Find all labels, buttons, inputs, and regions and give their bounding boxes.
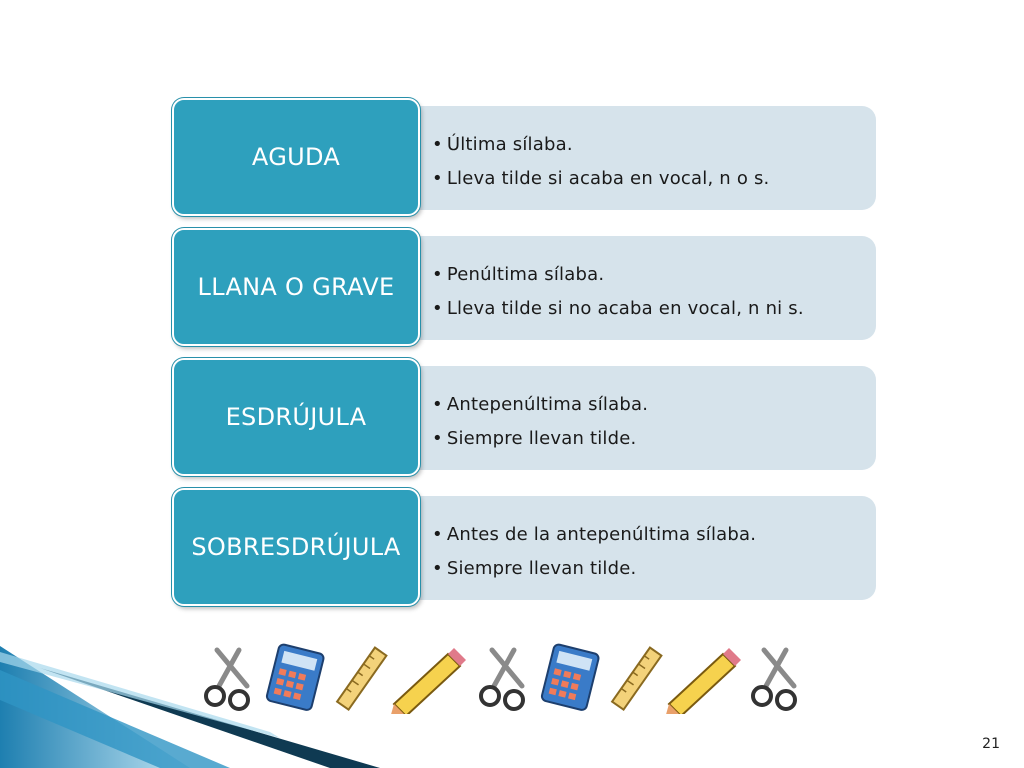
- scissors-icon: [753, 650, 795, 709]
- calculator-icon: [266, 644, 325, 711]
- detail-box: [372, 366, 876, 470]
- bullet-item: • Última sílaba.: [432, 134, 573, 155]
- row-sobresdrujula: [172, 488, 876, 606]
- bullet-item: • Antepenúltima sílaba.: [432, 394, 649, 415]
- page-number: 21: [982, 736, 1000, 752]
- calculator-icon: [541, 644, 600, 711]
- term-label: AGUDA: [251, 143, 341, 171]
- scissors-icon: [481, 650, 523, 709]
- bullet-list: [432, 388, 648, 456]
- row-llana: [172, 228, 876, 346]
- term-label: ESDRÚJULA: [225, 403, 367, 431]
- bullet-item: • Penúltima sílaba.: [432, 264, 605, 285]
- ruler-icon: [612, 648, 661, 710]
- pencil-icon: [665, 648, 741, 714]
- term-box: [172, 98, 420, 216]
- term-box: [172, 488, 420, 606]
- clipart-row: [198, 642, 808, 714]
- pencil-icon: [390, 648, 466, 714]
- bullet-list: [432, 258, 804, 326]
- detail-box: [372, 496, 876, 600]
- row-aguda: [172, 98, 876, 216]
- term-box: [172, 228, 420, 346]
- row-esdrujula: [172, 358, 876, 476]
- detail-box: [372, 106, 876, 210]
- term-label: LLANA O GRAVE: [197, 273, 395, 301]
- bullet-item: • Siempre llevan tilde.: [432, 558, 637, 579]
- term-box: [172, 358, 420, 476]
- term-label: SOBRESDRÚJULA: [191, 533, 401, 561]
- bullet-list: [432, 518, 756, 586]
- bullet-item: • Antes de la antepenúltima sílaba.: [432, 524, 757, 545]
- scissors-icon: [206, 650, 248, 709]
- detail-box: [372, 236, 876, 340]
- bullet-item: • Lleva tilde si acaba en vocal, n o s.: [432, 168, 770, 189]
- bullet-item: • Lleva tilde si no acaba en vocal, n ni s.: [432, 298, 804, 319]
- ruler-icon: [337, 648, 386, 710]
- bullet-item: • Siempre llevan tilde.: [432, 428, 637, 449]
- bullet-list: [432, 128, 769, 196]
